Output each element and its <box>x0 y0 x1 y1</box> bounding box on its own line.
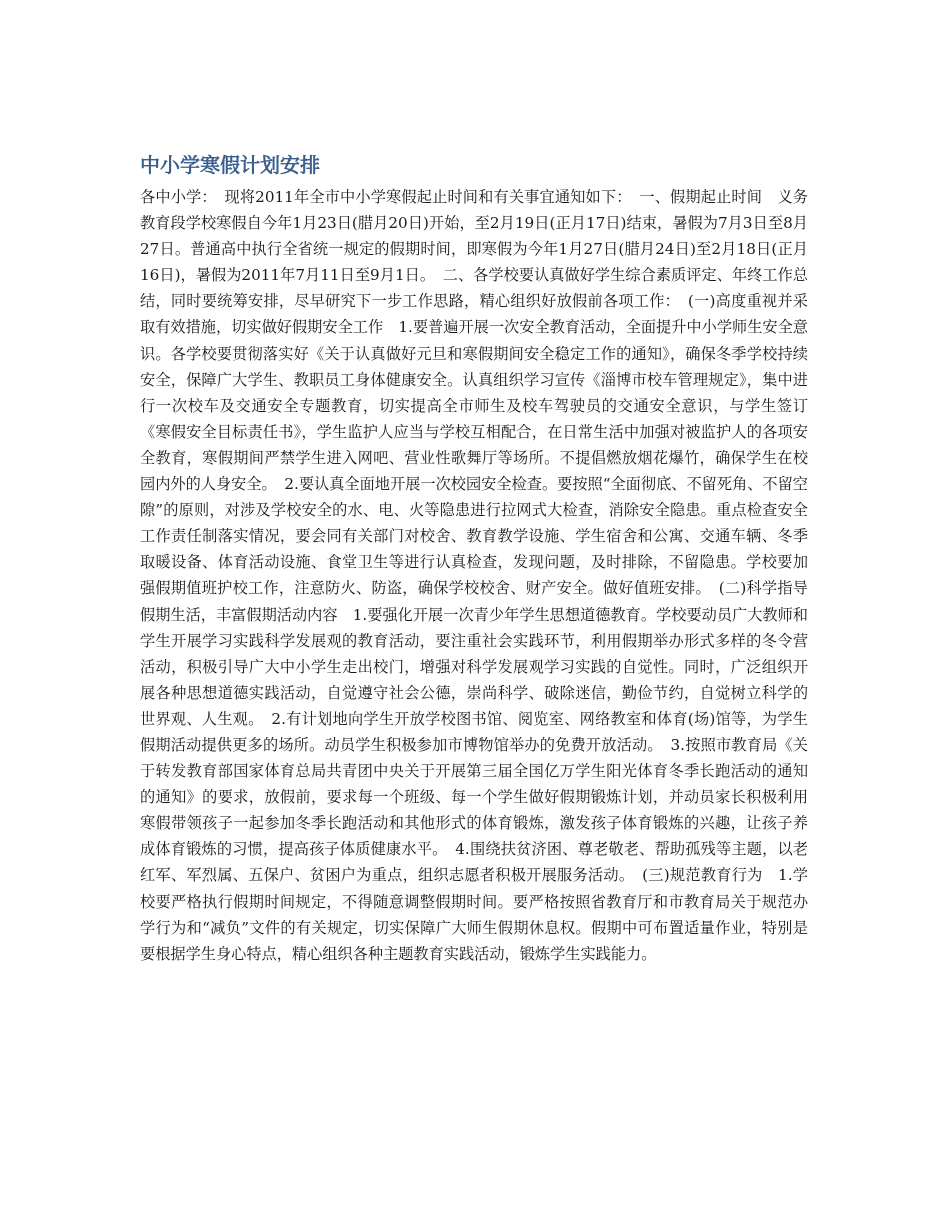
document-title: 中小学寒假计划安排 <box>140 153 320 177</box>
document-page <box>140 150 808 967</box>
document-body: 各中小学： 现将2011年全市中小学寒假起止时间和有关事宜通知如下： 一、假期起止时间 义务教育段学校寒假自今年1月23日(腊月20日)开始，至2月19日(正月17日)结束，暑假为7月3日至8月27日。普通高中执行全省统一规定的假期时间，即寒假为今年1月27日(腊月24日)至2月18日(正月16日)，暑假为2011年7月11日至9月1日。 二、各学校要认真做好学生综合素质评定、年终工作总结，同时要统筹安排，尽早研究下一步工作思路，精心组织好放假前各项工作： (一)高度重视并采取有效措施，切实做好假期安全工作 1.要普遍开展一次安全教育活动，全面提升中小学师生安全意识。各学校要贯彻落实好《关于认真做好元旦和寒假期间安全稳定工作的通知》，确保冬季学校持续安全，保障广大学生、教职员工身体健康安全。认真组织学习宣传《淄博市校车管理规定》，集中进行一次校车及交通安全专题教育，切实提高全市师生及校车驾驶员的交通安全意识，与学生签订《寒假安全目标责任书》，学生监护人应当与学校互相配合，在日常生活中加强对被监护人的各项安全教育，寒假期间严禁学生进入网吧、营业性歌舞厅等场所。不提倡燃放烟花爆竹，确保学生在校园内外的人身安全。 2.要认真全面地开展一次校园安全检查。要按照“全面彻底、不留死角、不留空隙”的原则，对涉及学校安全的水、电、火等隐患进行拉网式大检查，消除安全隐患。重点检查安全工作责任制落实情况，要会同有关部门对校舍、教育教学设施、学生宿舍和公寓、交通车辆、冬季取暖设备、体育活动设施、食堂卫生等进行认真检查，发现问题，及时排除，不留隐患。学校要加强假期值班护校工作，注意防火、防盗，确保学校校舍、财产安全。做好值班安排。 (二)科学指导假期生活，丰富假期活动内容 1.要强化开展一次青少年学生思想道德教育。学校要动员广大教师和学生开展学习实践科学发展观的教育活动，要注重社会实践环节，利用假期举办形式多样的冬令营活动，积极引导广大中小学生走出校门，增强对科学发展观学习实践的自觉性。同时，广泛组织开展各种思想道德实践活动，自觉遵守社会公德，崇尚科学、破除迷信，勤俭节约，自觉树立科学的世界观、人生观。 2.有计划地向学生开放学校图书馆、阅览室、网络教室和体育(场)馆等，为学生假期活动提供更多的场所。动员学生积极参加市博物馆举办的免费开放活动。 3.按照市教育局《关于转发教育部国家体育总局共青团中央关于开展第三届全国亿万学生阳光体育冬季长跑活动的通知的通知》的要求，放假前，要求每一个班级、每一个学生做好假期锻炼计划，并动员家长积极利用寒假带领孩子一起参加冬季长跑活动和其他形式的体育锻炼，激发孩子体育锻炼的兴趣，让孩子养成体育锻炼的习惯，提高孩子体质健康水平。 4.围绕扶贫济困、尊老敬老、帮助孤残等主题，以老红军、军烈属、五保户、贫困户为重点，组织志愿者积极开展服务活动。 (三)规范教育行为 1.学校要严格执行假期时间规定，不得随意调整假期时间。要严格按照省教育厅和市教育局关于规范办学行为和“减负”文件的有关规定，切实保障广大师生假期休息权。假期中可布置适量作业，特别是要根据学生身心特点，精心组织各种主题教育实践活动，锻炼学生实践能力。 <box>140 188 808 963</box>
